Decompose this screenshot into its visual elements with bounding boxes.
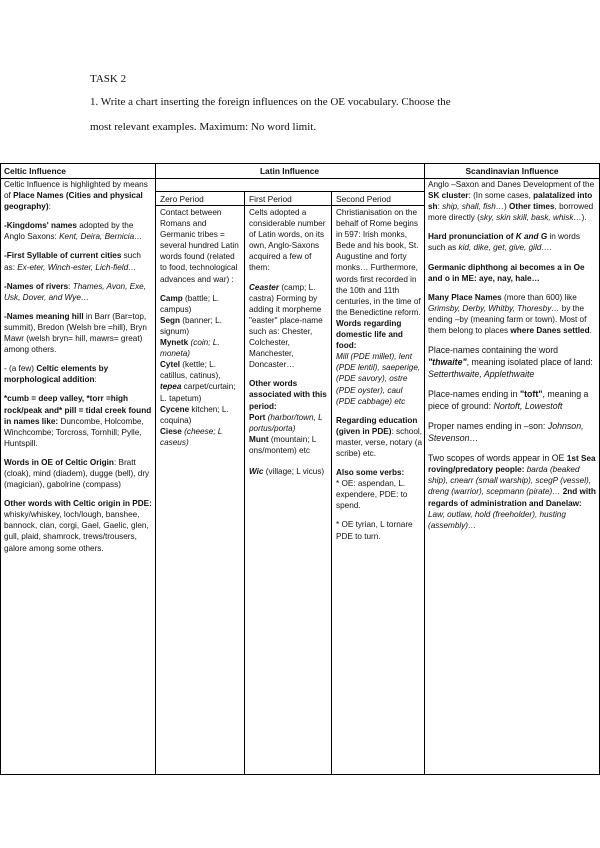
- second-verb-spend: * OE: aspendan, L. expendere, PDE: to spend.: [336, 479, 408, 511]
- latin-second-column: [336, 207, 422, 773]
- header-celtic: Celtic Influence: [4, 166, 66, 176]
- scand-thwaite: Place-names containing the word "thwaite", meaning isolated place of land: Setterthwaite, Applethwaite: [428, 345, 593, 380]
- celtic-rivers: -Names of rivers: Thames, Avon, Exe, Usk, Dover, and Wye…: [4, 281, 147, 302]
- col-divider-zero-first: [244, 191, 245, 775]
- celtic-hill-names: -Names meaning hill in Barr (Bar=top, summit), Bredon (Welsh bre =hill), Bryn Mawr (welsh bryn= hill, mawrs= great) among others.: [4, 311, 147, 355]
- celtic-intro: Celtic Influence is highlighted by means of Place Names (Cities and physical geography):: [4, 180, 148, 212]
- scandinavian-column: [428, 179, 598, 773]
- scand-two-scopes: Two scopes of words appear in OE 1st Sea roving/predatory people: barda (beaked ship), cnearr (small warship), scegP (vessel), dreng (warrior), scepmann (pirate)… 2nd with regards of administration and Danelaw: Law, outlaw, hold (freeholder), husting (assembly)…: [428, 453, 596, 530]
- first-word-port: Port (harbor/town, L portus/porta): [249, 412, 323, 433]
- zero-word-tepea: tepea carpet/curtain; L. tapetum): [160, 382, 236, 403]
- scand-son-names: Proper names ending in –son: Johnson, Stevenson…: [428, 421, 584, 444]
- scand-sk-cluster: Anglo –Saxon and Danes Development of the SK cluster: (In some cases, palatalized into sh: ship, shall, fish…) Other times, borrowed more directly (sky, skin skill, bask, whisk…).: [428, 180, 595, 223]
- col-divider-scandinavian: [424, 163, 425, 775]
- first-ceaster: Ceaster (camp; L. castra) Forming by adding it morpheme "easter" place-name such as: Chester, Colchester, Manchester, Doncaster…: [249, 282, 323, 370]
- zero-word-cytel: Cytel (kettle; L. catillus, catinus),: [160, 360, 221, 381]
- second-verbs-heading: Also some verbs:: [336, 468, 405, 478]
- celtic-kingdoms: -Kingdoms' names adopted by the Anglo Saxons: Kent, Deira, Bernicia…: [4, 221, 143, 242]
- second-domestic-words: Mill (PDE millet), lent (PDE lentil), saeperige, (PDE savory), ostre (PDE oyster), caul (PDE cabbage) etc: [336, 352, 421, 406]
- celtic-cities: -First Syllable of current cities such as: Ex-eter, Winch-ester, Lich-field…: [4, 251, 141, 272]
- first-word-wic: Wic (village; L vicus): [249, 466, 325, 476]
- col-divider-celtic: [155, 163, 156, 775]
- col-divider-first-second: [331, 191, 332, 775]
- task-title: TASK 2: [90, 73, 127, 85]
- celtic-elements: *cumb = deep valley, *torr =high rock/peak and* pill = tidal creek found in names like: Duncombe, Holcombe, Winchcombe; Torcross, Tornhill; Pylle, Huntspill.: [4, 394, 152, 448]
- zero-intro: Contact between Romans and Germanic tribes = several hundred Latin words found (related to food, technological advances and war) :: [160, 208, 239, 284]
- latin-first-column: [249, 207, 329, 773]
- first-intro: Celts adopted a considerable number of Latin words, on its own, Anglo-Saxons acquired a few of them:: [249, 208, 326, 273]
- second-education: Regarding education (given in PDE): school, master, verse, notary (a scribe) etc.: [336, 415, 422, 458]
- latin-zero-column: [160, 207, 243, 773]
- zero-word-cycene: Cycene kitchen; L. coquina): [160, 404, 229, 425]
- celtic-pde-words: Other words with Celtic origin in PDE: whisky/whiskey, loch/lough, banshee, bannock, clan, corgi, Gael, Gaelic, glen, gull, plaid, shamrock, trews/trousers, galore among some others.: [4, 499, 152, 553]
- celtic-oe-words: Words in OE of Celtic Origin: Bratt (cloak), mind (diadem), dugge (bell), dry (magician), gabolrine (compass): [4, 457, 150, 490]
- first-other-words: Other words associated with this period:: [249, 379, 327, 411]
- celtic-morphological: - (a few) Celtic elements by morphological addition:: [4, 364, 109, 385]
- header-scandinavian: Scandinavian Influence: [465, 166, 559, 176]
- celtic-column: [4, 179, 153, 773]
- zero-word-mynet: Mynetk (coin; L. moneta): [160, 338, 220, 359]
- first-word-munt: Munt (mountain; L ons/montem) etc: [249, 434, 317, 455]
- scand-diphthong: Germanic diphthong ai becomes a in Oe and o in ME: aye, nay, hale…: [428, 262, 585, 283]
- instruction-line-1: 1. Write a chart inserting the foreign influences on the OE vocabulary. Choose the: [90, 96, 451, 108]
- scand-hard-k-g: Hard pronunciation of K and G in words such as kid, dike, get, give, gild….: [428, 232, 580, 253]
- zero-word-segn: Segn (banner; L. signum): [160, 315, 222, 336]
- header-latin: Latin Influence: [259, 166, 320, 176]
- second-domestic-heading: Words regarding domestic life and food:: [336, 318, 403, 351]
- second-verb-turn: * OE tyrian, L tornare PDE to turn.: [336, 520, 413, 541]
- latin-subheader-top: [155, 191, 424, 192]
- zero-word-ciese: Ciese (cheese; L caseus): [160, 426, 223, 447]
- second-intro: Christianisation on the behalf of Rome begins in 597: Irish monks, Bede and his book, St. Augustine and forty monks… Furthermore, words first recorded in the 10th and 11th centuries, in the time of the Benedictine reform.: [336, 208, 421, 317]
- latin-subheader-bottom: [155, 205, 424, 206]
- scand-place-names: Many Place Names (more than 600) like Grimsby, Derby, Whitby, Thoresby… by the ending –by (meaning farm or town). Most of them belong to places where Danes settled.: [428, 292, 592, 336]
- subheader-first-period: First Period: [249, 194, 292, 204]
- scand-toft: Place-names ending in "toft", meaning a piece of ground: Nortoft, Lowestoft: [428, 389, 589, 412]
- zero-word-camp: Camp (battle; L. campus): [160, 293, 220, 314]
- subheader-zero-period: Zero Period: [160, 194, 204, 204]
- subheader-second-period: Second Period: [336, 194, 391, 204]
- instruction-line-2: most relevant examples. Maximum: No word limit.: [90, 121, 317, 133]
